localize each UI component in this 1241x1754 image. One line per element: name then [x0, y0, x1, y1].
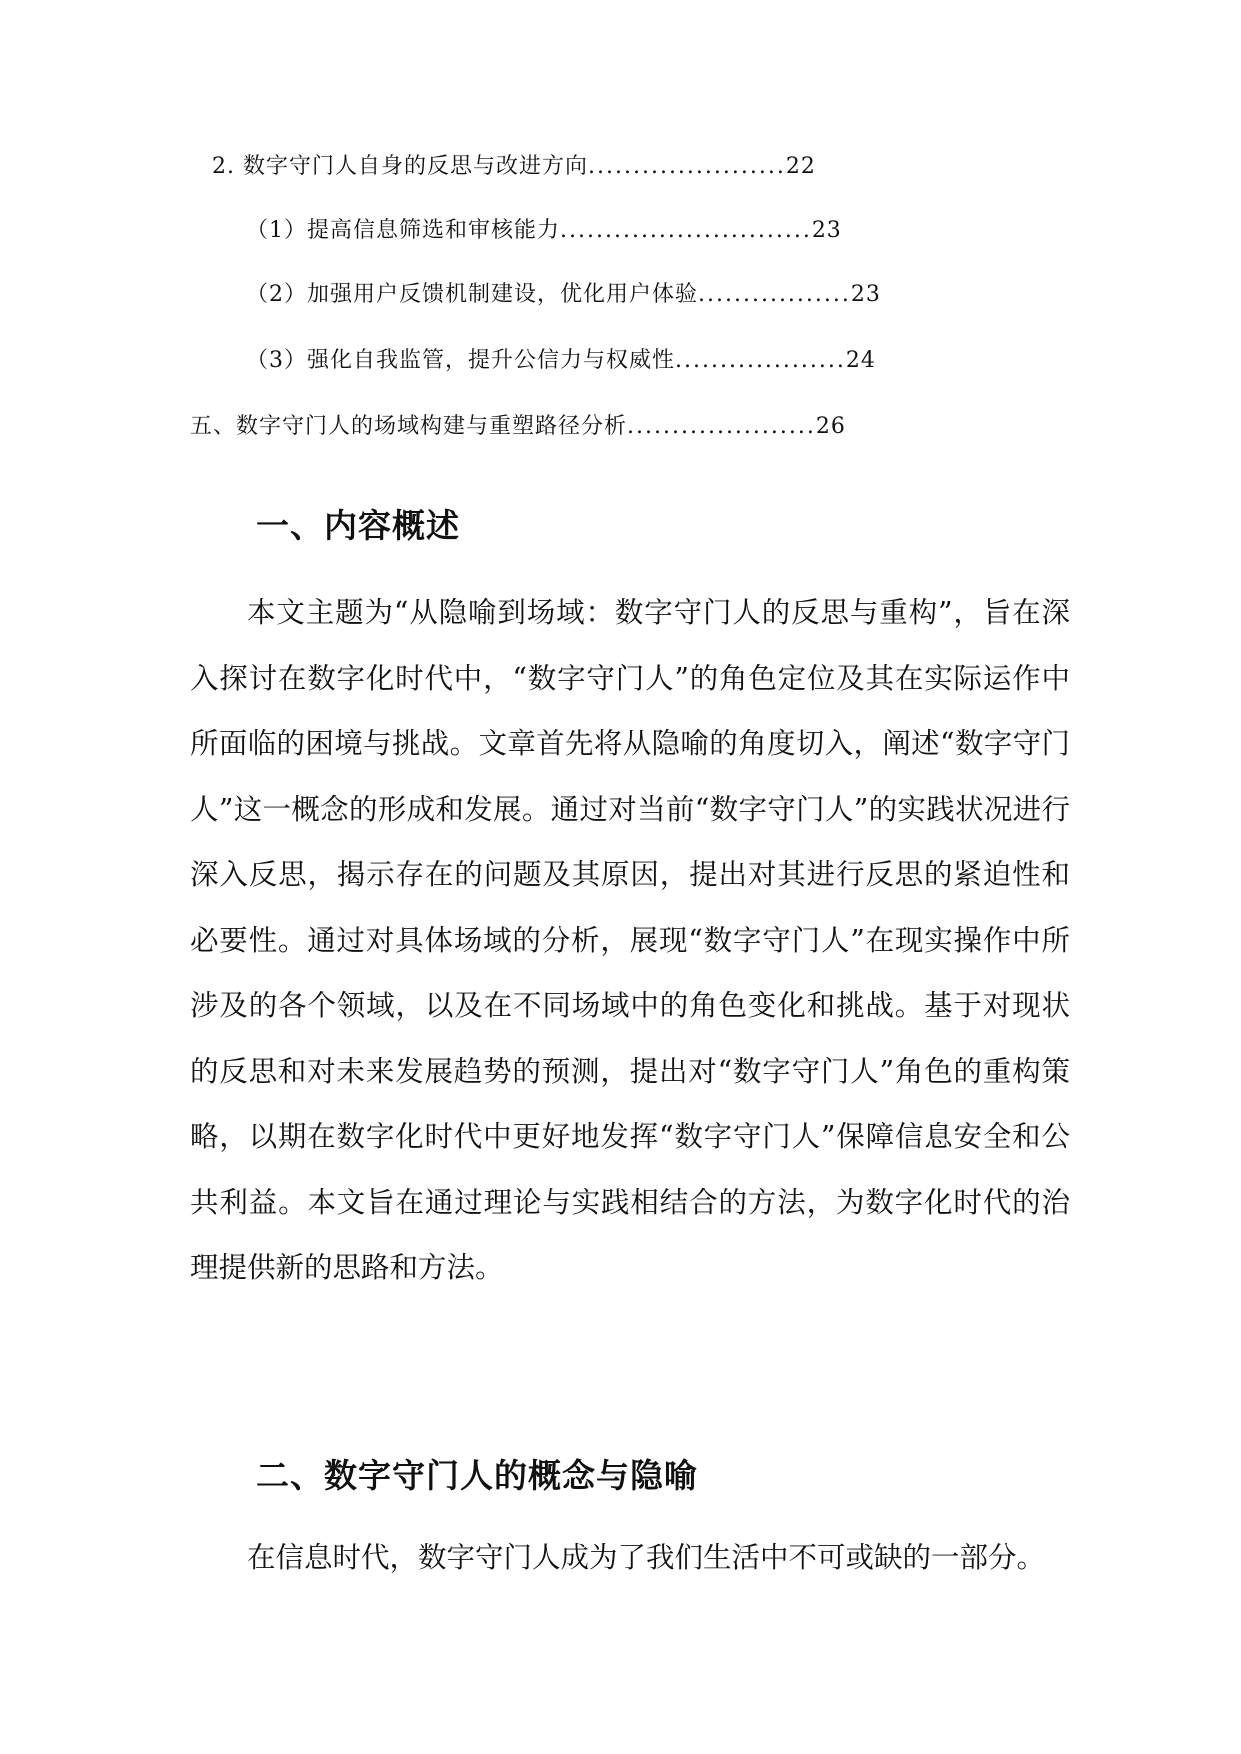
toc-page-number: 22 [785, 154, 816, 179]
toc-page-number: 23 [811, 218, 842, 243]
toc-entry-title: （2）加强用户反馈机制建设，优化用户体验 [246, 282, 698, 307]
toc-page-number: 26 [815, 414, 846, 439]
toc-leader-dots: ................... [675, 348, 846, 373]
section-heading: 一、内容概述 [256, 506, 460, 545]
toc-entry-title: 五、数字守门人的场域构建与重塑路径分析 [190, 414, 628, 439]
toc-entry[interactable] [246, 216, 842, 246]
toc-page-number: 23 [850, 282, 881, 307]
toc-leader-dots: ................. [698, 282, 851, 307]
section-paragraph: 本文主题为“从隐喻到场域：数字守门人的反思与重构”，旨在深入探讨在数字化时代中，“数字守门人”的角色定位及其在实际运作中所面临的困境与挑战。文章首先将从隐喻的角度切入，阐述“数字守门人”这一概念的形成和发展。通过对当前“数字守门人”的实践状况进行深入反思，揭示存在的问题及其原因，提出对其进行反思的紧迫性和必要性。通过对具体场域的分析，展现“数字守门人”在现实操作中所涉及的各个领域，以及在不同场域中的角色变化和挑战。基于对现状的反思和对未来发展趋势的预测，提出对“数字守门人”角色的重构策略，以期在数字化时代中更好地发挥“数字守门人”保障信息安全和公共利益。本文旨在通过理论与实践相结合的方法，为数字化时代的治理提供新的思路和方法。 [190, 596, 1070, 1284]
toc-entry[interactable] [246, 346, 876, 376]
toc-entry-title: 2. 数字守门人自身的反思与改进方向 [212, 154, 588, 179]
toc-entry[interactable] [190, 412, 846, 442]
toc-entry[interactable] [212, 152, 816, 182]
toc-page-number: 24 [845, 348, 876, 373]
toc-leader-dots: ............................ [560, 218, 812, 243]
toc-entry[interactable] [246, 280, 881, 310]
toc-entry-title: （3）强化自我监管，提升公信力与权威性 [246, 348, 675, 373]
toc-entry-title: （1）提高信息筛选和审核能力 [246, 218, 560, 243]
section-paragraph: 在信息时代，数字守门人成为了我们生活中不可或缺的一部分。 [247, 1541, 1046, 1574]
section-heading: 二、数字守门人的概念与隐喻 [256, 1456, 698, 1495]
toc-leader-dots: ..................... [627, 414, 816, 439]
toc-leader-dots: ...................... [588, 154, 786, 179]
